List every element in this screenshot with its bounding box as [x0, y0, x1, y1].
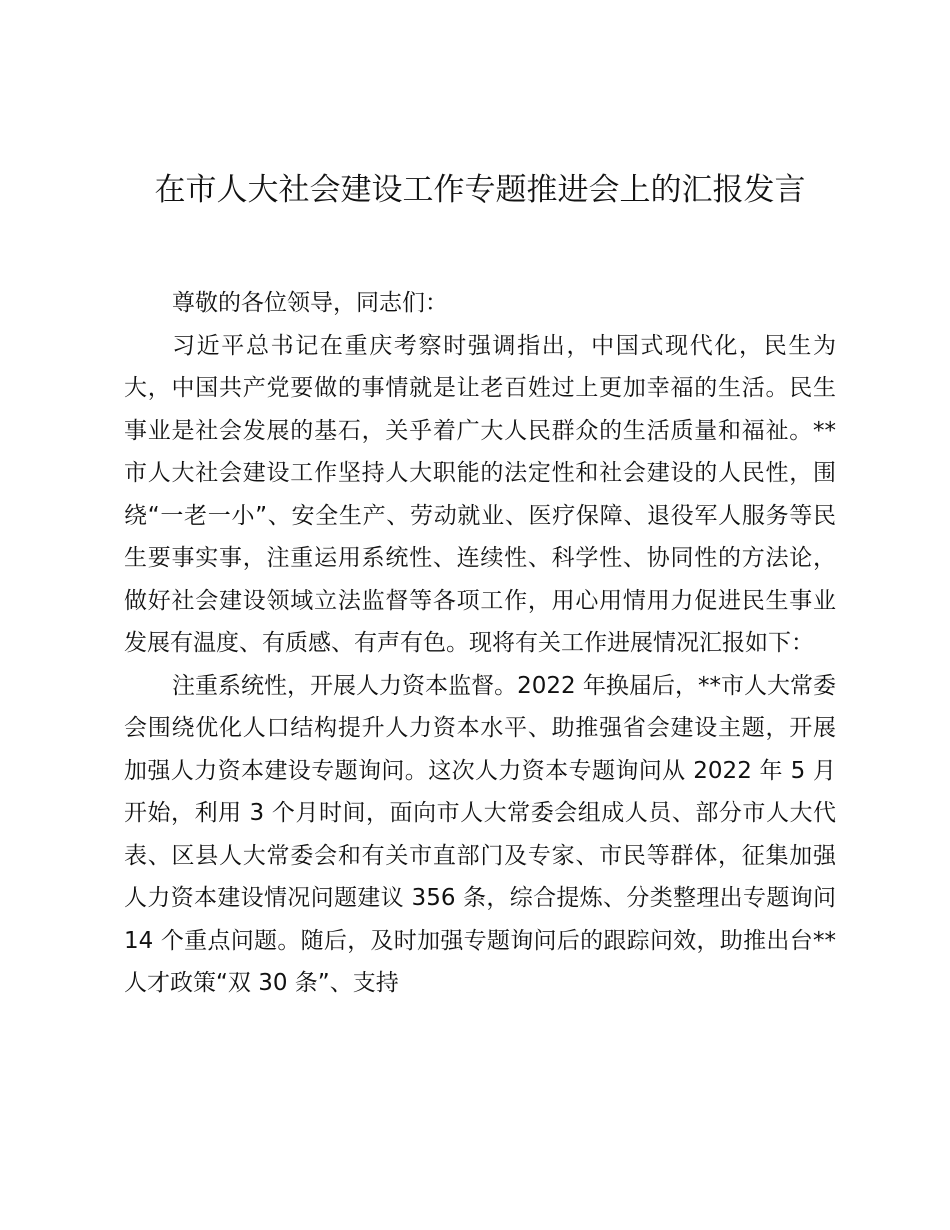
- document-body: [124, 282, 836, 1005]
- document-title: 在市人大社会建设工作专题推进会上的汇报发言: [154, 172, 806, 208]
- paragraph-intro: 习近平总书记在重庆考察时强调指出，中国式现代化，民生为大，中国共产党要做的事情就是让老百姓过上更加幸福的生活。民生事业是社会发展的基石，关乎着广大人民群众的生活质量和福祉。**市人大社会建设工作坚持人大职能的法定性和社会建设的人民性，围绕“一老一小”、安全生产、劳动就业、医疗保障、退役军人服务等民生要事实事，注重运用系统性、连续性、科学性、协同性的方法论，做好社会建设领域立法监督等各项工作，用心用情用力促进民生事业发展有温度、有质感、有声有色。现将有关工作进展情况汇报如下：: [124, 332, 836, 656]
- paragraph-human-capital: 注重系统性，开展人力资本监督。2022 年换届后，**市人大常委会围绕优化人口结构提升人力资本水平、助推强省会建设主题，开展加强人力资本建设专题询问。这次人力资本专题询问从 2022 年 5 月开始，利用 3 个月时间，面向市人大常委会组成人员、部分市人大代表、区县人大常委会和有关市直部门及专家、市民等群体，征集加强人力资本建设情况问题建议 356 条，综合提炼、分类整理出专题询问 14 个重点问题。随后，及时加强专题询问后的跟踪问效，助推出台**人才政策“双 30 条”、支持: [124, 672, 836, 996]
- salutation: 尊敬的各位领导，同志们：: [172, 290, 448, 316]
